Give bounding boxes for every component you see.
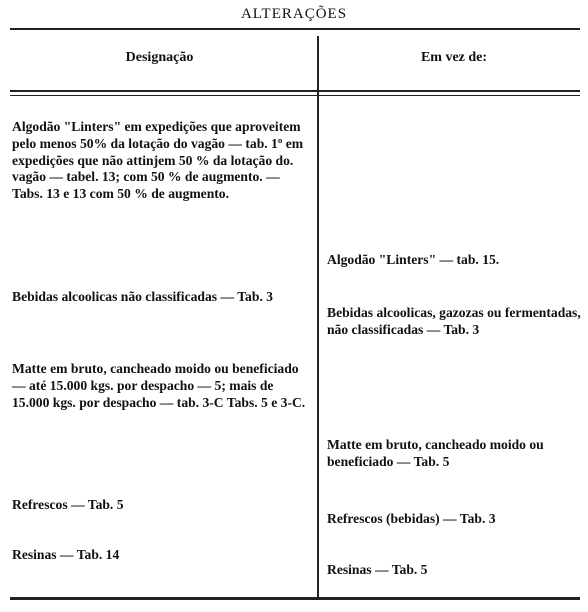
right-entry-matte: Matte em bruto, cancheado moido ou beneficiado — Tab. 5 bbox=[327, 437, 544, 469]
right-entry-refrescos: Refrescos (bebidas) — Tab. 3 bbox=[327, 511, 496, 526]
left-entry-algodao: Algodão "Linters" em expedições que aproveitem pelo menos 50% da lotação do vagão — tab. 1º em expedições que não attinjem 50 % da lotação do. vagão — tabel. 13; com 50 % de augmento. — Tabs. 13 e 13 com 50 % de augmento. bbox=[12, 119, 304, 202]
header-rule-thin bbox=[10, 95, 580, 96]
page-title: ALTERAÇÕES bbox=[240, 6, 348, 22]
right-entry-resinas: Resinas — Tab. 5 bbox=[327, 562, 428, 577]
right-entry-bebidas: Bebidas alcoolicas, gazozas ou fermentadas, não classificadas — Tab. 3 bbox=[327, 305, 581, 337]
column-header-designacao: Designação bbox=[125, 50, 194, 65]
left-entry-resinas: Resinas — Tab. 14 bbox=[12, 547, 120, 562]
right-entry-algodao: Algodão "Linters" — tab. 15. bbox=[327, 252, 500, 267]
top-rule bbox=[10, 28, 580, 30]
left-entry-refrescos: Refrescos — Tab. 5 bbox=[12, 497, 124, 512]
left-entry-matte: Matte em bruto, cancheado moido ou beneficiado — até 15.000 kgs. por despacho — 5; mais de 15.000 kgs. por despacho — tab. 3-C Tabs. 5 e 3-C. bbox=[12, 361, 306, 410]
header-rule bbox=[10, 90, 580, 92]
bottom-rule bbox=[10, 597, 580, 600]
column-divider bbox=[317, 36, 319, 598]
column-header-em-vez-de: Em vez de: bbox=[420, 50, 488, 65]
left-entry-bebidas: Bebidas alcoolicas não classificadas — Tab. 3 bbox=[12, 289, 273, 304]
